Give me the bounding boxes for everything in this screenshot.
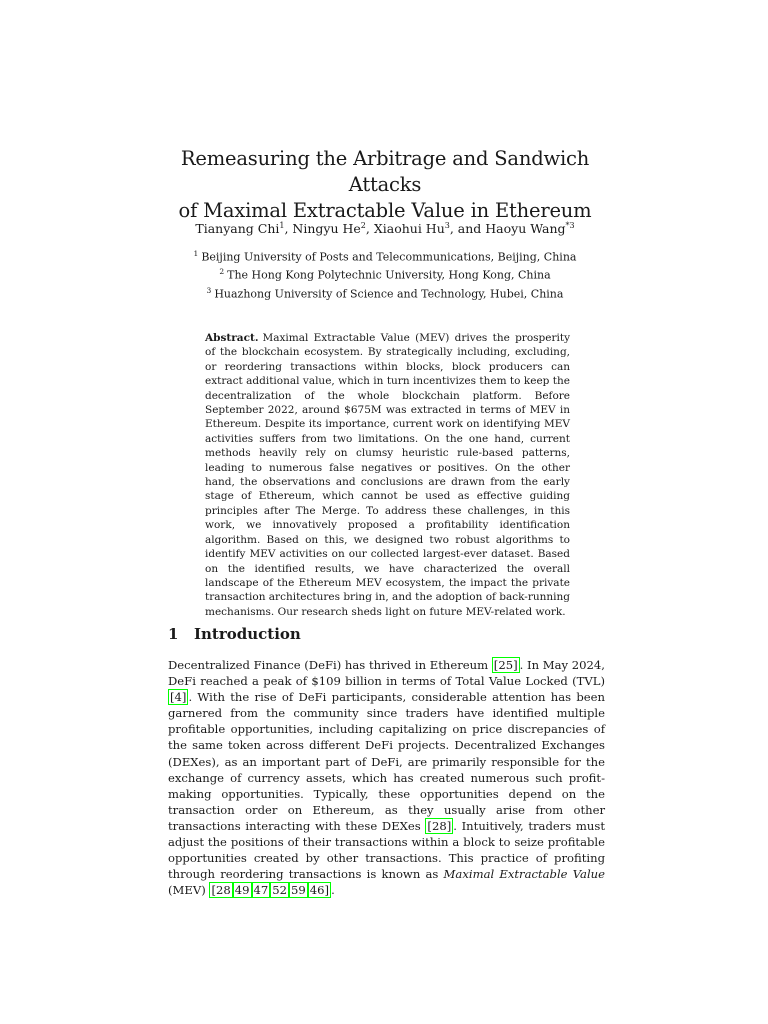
body-text: . In May 2024, DeFi reached a peak of $109 billion in terms of Total Value Locked (TVL) xyxy=(168,658,605,689)
citation-link[interactable]: [28] xyxy=(427,818,452,833)
author-name: Xiaohui Hu xyxy=(373,221,445,237)
affiliation-mark: 2 xyxy=(219,267,225,277)
title-line-1: Remeasuring the Arbitrage and Sandwich Attacks xyxy=(180,147,590,196)
body-text: . With the rise of DeFi participants, considerable attention has been garnered from the community since traders have identified multiple profitable opportunities, including capitalizing on price discrepancies of the same token across different DeFi projects. Decentralized Exchanges (DEXes), as an important part of DeFi, are primarily responsible for the exchange of currency assets, which has created numerous such profit-making opportunities. Typically, these opportunities depend on the transaction order on Ethereum, as they usually arise from other transactions interacting with these DEXes xyxy=(168,690,605,833)
citation-link[interactable]: 49 xyxy=(234,883,250,898)
author-affil-mark: 1 xyxy=(279,221,285,230)
paper-title xyxy=(150,146,620,224)
abstract-text: Maximal Extractable Value (MEV) drives the prosperity of the blockchain ecosystem. By strategically including, excluding, or reordering transactions within blocks, block producers can extract additional value, which in turn incentivizes them to keep the decentralization of the whole blockchain platform. Before September 2022, around $675M was extracted in terms of MEV in Ethereum. Despite its importance, current work on identifying MEV activities suffers from two limitations. On the one hand, current methods heavily rely on clumsy heuristic rule-based patterns, leading to numerous false negatives or positives. On the other hand, the observations and conclusions are drawn from the early stage of Ethereum, which cannot be used as effective guiding principles after The Merge. To address these challenges, in this work, we innovatively proposed a profitability identification algorithm. Based on this, we designed two robust algorithms to identify MEV activities on our collected largest-ever dataset. Based on the identified results, we have characterized the overall landscape of the Ethereum MEV ecosystem, the impact the private transaction architectures bring in, and the adoption of back-running mechanisms. Our research sheds light on future MEV-related work. xyxy=(205,332,570,618)
affiliation-list xyxy=(150,247,620,302)
author-list xyxy=(150,218,620,237)
author-affil-mark: 2 xyxy=(360,221,366,230)
body-text: . xyxy=(331,883,335,898)
author-name: Ningyu He xyxy=(292,221,361,237)
citation-link[interactable]: [4] xyxy=(170,690,187,705)
author-separator: , xyxy=(365,221,374,237)
affiliation xyxy=(150,247,620,265)
section-title: Introduction xyxy=(194,625,301,643)
citation-link[interactable]: 59 xyxy=(291,883,306,898)
section-heading xyxy=(168,624,608,644)
author-separator: , and xyxy=(449,221,486,237)
affiliation xyxy=(150,265,620,283)
title-line-2: of Maximal Extractable Value in Ethereum xyxy=(178,199,592,222)
affiliation-mark: 1 xyxy=(193,249,199,258)
body-text: . Intuitively, traders must adjust the positions of their transactions within a block to seize profitable opportunities created by other transactions. This practice of profiting through reordering transactions is known as xyxy=(168,818,605,882)
author-affil-mark: *3 xyxy=(565,221,575,230)
affiliation-mark: 3 xyxy=(206,285,212,295)
author-name: Tianyang Chi xyxy=(195,221,280,237)
affiliation-text: The Hong Kong Polytechnic University, Hong Kong, China xyxy=(227,269,551,283)
abstract-label: Abstract. xyxy=(205,332,259,344)
author-affil-mark: 3 xyxy=(444,221,450,230)
citation-link[interactable]: 47 xyxy=(253,883,269,898)
affiliation-text: Huazhong University of Science and Technology, Hubei, China xyxy=(214,287,564,301)
affiliation xyxy=(150,284,620,302)
body-text: Decentralized Finance (DeFi) has thrived in Ethereum xyxy=(168,658,492,672)
body-text: (MEV) xyxy=(168,883,210,898)
citation-link[interactable]: [25] xyxy=(493,658,518,672)
citation-link[interactable]: 46] xyxy=(309,883,330,898)
section-number: 1 xyxy=(168,625,179,643)
citation-link[interactable]: [28 xyxy=(211,883,231,898)
emphasized-term: Maximal Extractable Value xyxy=(443,867,605,882)
abstract xyxy=(205,331,570,619)
citation-link[interactable]: 52 xyxy=(272,883,288,898)
author-name: Haoyu Wang xyxy=(485,221,566,237)
author-separator: , xyxy=(284,221,293,237)
affiliation-text: Beijing University of Posts and Telecommunications, Beijing, China xyxy=(201,250,577,264)
introduction-paragraph xyxy=(168,657,605,898)
